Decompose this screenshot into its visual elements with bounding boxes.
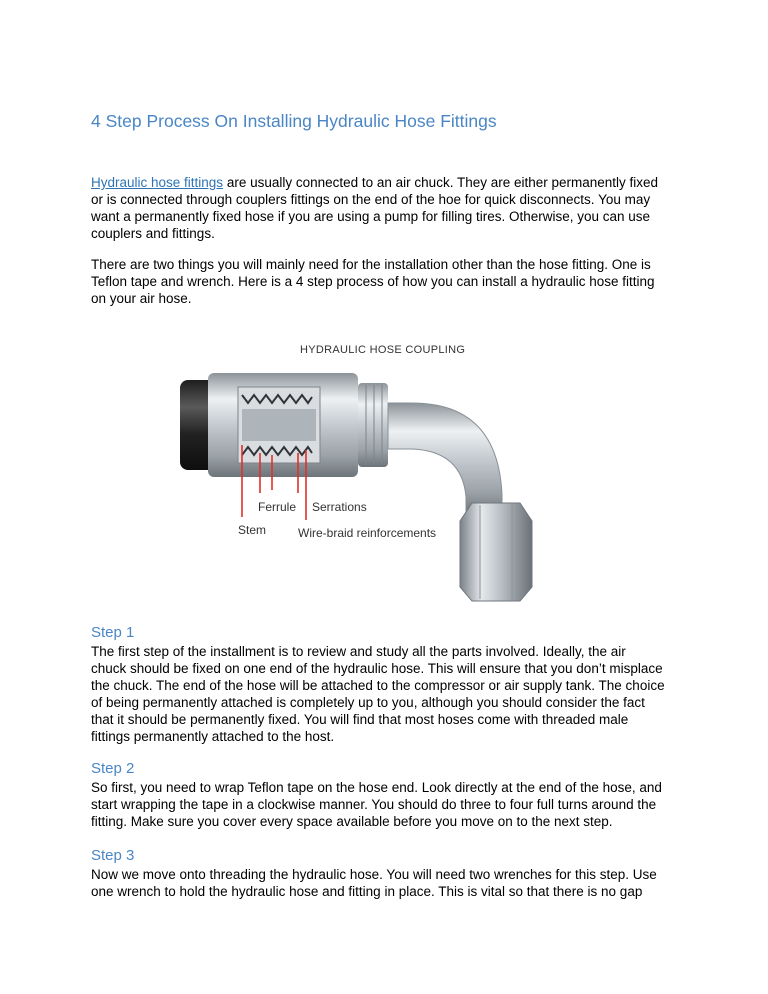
step-2-line-3: fitting. Make sure you cover every space available before you move on to the next step. <box>91 814 613 829</box>
intro-paragraph <box>91 174 691 242</box>
step-1-line-2: chuck should be fixed on one end of the hydraulic hose. This will ensure that you don’t misplace <box>91 661 663 676</box>
collar <box>358 383 388 467</box>
req-line-3: on your air hose. <box>91 291 192 306</box>
step-1-paragraph <box>91 643 691 745</box>
hose-coupling-figure <box>180 325 580 605</box>
step-3-line-1: Now we move onto threading the hydraulic hose. You will need two wrenches for this step. Use <box>91 867 657 882</box>
figure-title: HYDRAULIC HOSE COUPLING <box>300 344 466 356</box>
hose-coupling-illustration <box>180 325 580 605</box>
requirements-paragraph <box>91 256 691 307</box>
step-3-paragraph <box>91 866 691 900</box>
step-1-line-5: that it should be permanently fixed. You will find that most hoses come with threaded male <box>91 712 629 727</box>
intro-line-4: couplers and fittings. <box>91 226 215 241</box>
intro-line-3: want a permanently fixed hose if you are using a pump for filling tires. Otherwise, you can use <box>91 209 651 224</box>
intro-line-2: or is connected through couplers fittings on the end of the hoe for quick disconnects. You may <box>91 192 651 207</box>
req-line-1: There are two things you will mainly need for the installation other than the hose fitting. One is <box>91 257 651 272</box>
stem-core <box>242 409 316 441</box>
step-1-line-3: the chuck. The end of the hose will be attached to the compressor or air supply tank. The choice <box>91 678 665 693</box>
step-2-line-1: So first, you need to wrap Teflon tape on the hose end. Look directly at the end of the hose, and <box>91 780 662 795</box>
step-1-line-1: The first step of the installment is to review and study all the parts involved. Ideally, the air <box>91 644 626 659</box>
step-1-heading: Step 1 <box>91 624 135 641</box>
ferrule-label: Ferrule <box>258 500 297 514</box>
page-title: 4 Step Process On Installing Hydraulic Hose Fittings <box>91 111 497 131</box>
step-3-heading: Step 3 <box>91 847 135 864</box>
req-line-2: Teflon tape and wrench. Here is a 4 step process of how you can install a hydraulic hose fitting <box>91 274 655 289</box>
hex-nut <box>460 503 532 601</box>
step-2-heading: Step 2 <box>91 760 135 777</box>
stem-label: Stem <box>238 523 267 537</box>
step-1-line-4: of being permanently attached is completely up to you, although you should consider the fact <box>91 695 645 710</box>
serrations-label: Serrations <box>312 500 367 514</box>
step-2-paragraph <box>91 779 691 830</box>
elbow-tube <box>388 403 502 515</box>
step-2-line-2: start wrapping the tape in a clockwise manner. You should do three to four full turns around the <box>91 797 657 812</box>
hydraulic-hose-fittings-link[interactable]: Hydraulic hose fittings <box>91 175 224 190</box>
step-3-line-2: one wrench to hold the hydraulic hose and fitting in place. This is vital so that there is no gap <box>91 884 643 899</box>
step-1-line-6: fittings permanently attached to the host. <box>91 729 335 744</box>
wire-braid-label: Wire-braid reinforcements <box>298 526 437 540</box>
intro-line-1: are usually connected to an air chuck. They are either permanently fixed <box>223 175 659 190</box>
